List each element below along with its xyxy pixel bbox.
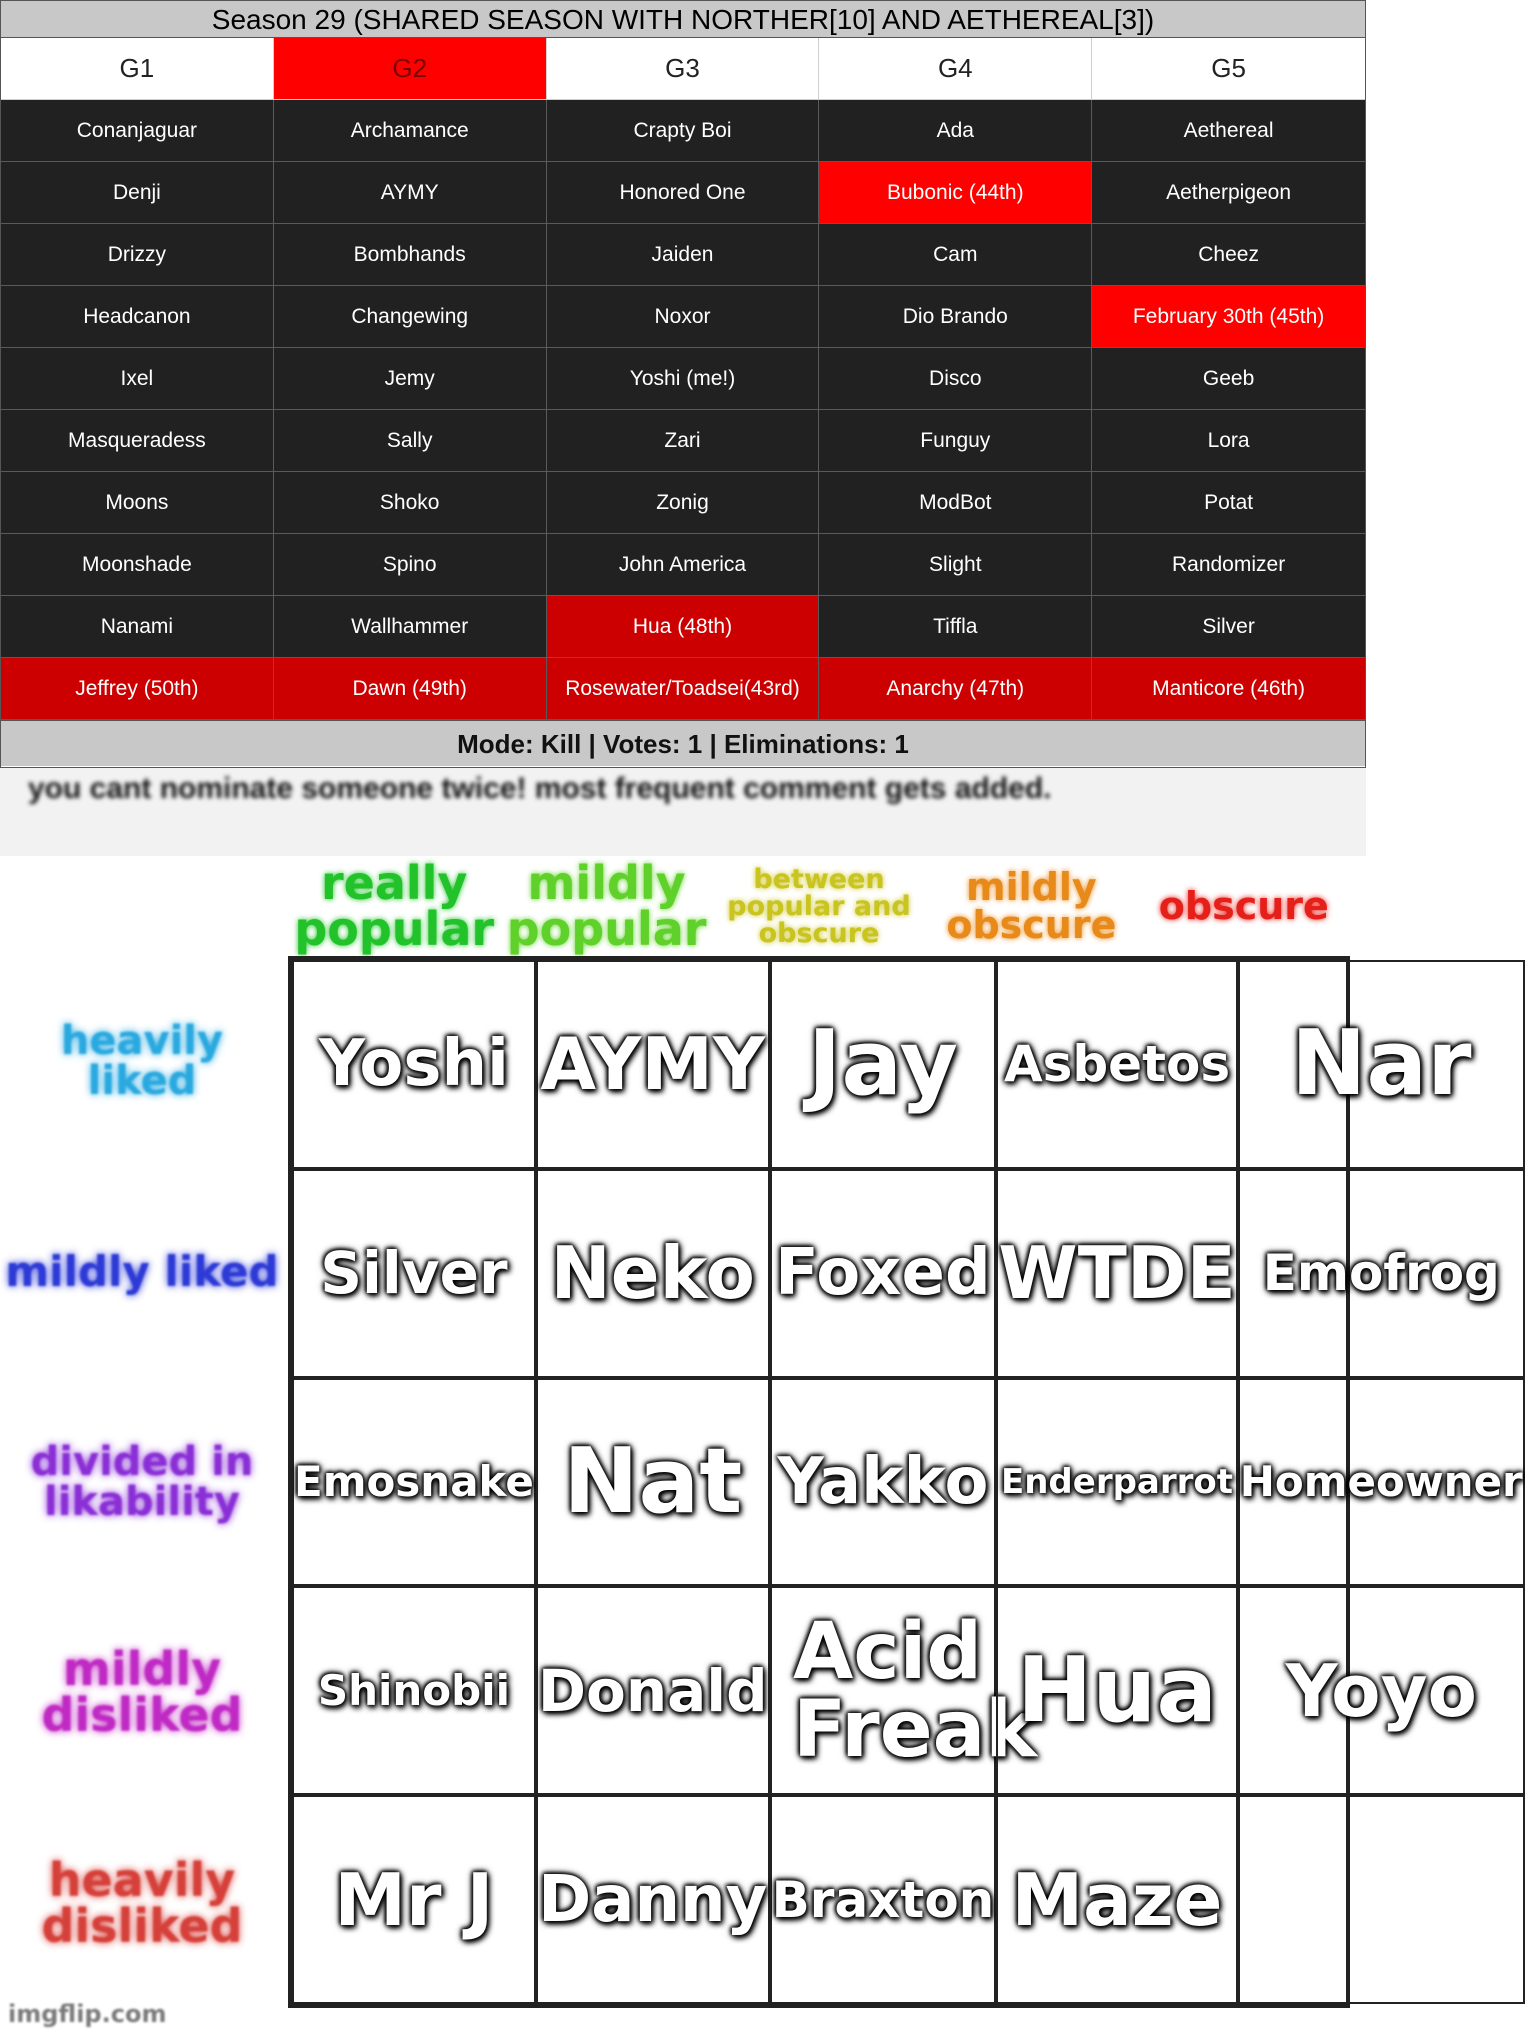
contestant-cell: Dio Brando [819,286,1092,348]
tier-cell [292,960,536,1169]
tier-row-label: mildly disliked [41,1642,243,1743]
contestant-cell: Ada [819,100,1092,162]
tier-entry-name: Neko [550,1231,756,1316]
season-footer: Mode: Kill | Votes: 1 | Eliminations: 1 [1,720,1365,766]
tier-entry-name: Nar [1291,1011,1472,1117]
contestant-cell: John America [547,534,820,596]
tier-column-label: obscure [1158,884,1329,928]
contestant-cell: Silver [1092,596,1365,658]
tier-entry-name: Hua [1016,1637,1218,1743]
tier-cell [770,960,997,1169]
tier-entry-name: Yoyo [1285,1648,1477,1733]
contestant-cell: Ixel [1,348,274,410]
tier-column-label: mildly obscure [946,865,1117,947]
tier-cell [292,1169,536,1378]
contestant-cell: Jemy [274,348,547,410]
contestant-cell: Cheez [1092,224,1365,286]
contestant-cell: Yoshi (me!) [547,348,820,410]
contestant-cell: ModBot [819,472,1092,534]
tier-cell [770,1795,997,2004]
tier-row-label: heavily liked [60,1018,224,1105]
rules-note-text: you cant nominate someone twice! most frequent comment gets added. [28,772,1052,805]
contestant-cell: Moonshade [1,534,274,596]
tier-row-label: mildly liked [5,1246,279,1296]
tier-entry-name: Yoshi [318,1027,509,1102]
tier-entry-name: Jay [807,1011,959,1117]
contestant-cell: Changewing [274,286,547,348]
tier-entry-name: Homeowner [1239,1456,1523,1506]
tier-entry-name: Donald [537,1656,768,1725]
tier-row-label: heavily disliked [41,1852,243,1953]
tier-column-label: mildly popular [506,856,707,956]
contestant-cell: Moons [1,472,274,534]
tier-entry-name: Maze [1011,1857,1223,1942]
contestant-cell: Conanjaguar [1,100,274,162]
tier-cell [996,1586,1237,1795]
tier-entry-name: Emosnake [294,1456,534,1506]
contestant-cell: Dawn (49th) [274,658,547,720]
tier-cell [536,1378,770,1587]
tier-cell [536,1169,770,1378]
contestant-cell: Zonig [547,472,820,534]
contestant-cell: Manticore (46th) [1092,658,1365,720]
tier-entry-name: Asbetos [1003,1035,1231,1094]
contestant-cell: Shoko [274,472,547,534]
contestant-cell: Spino [274,534,547,596]
contestant-cell: Lora [1092,410,1365,472]
tier-entry-name: Acid Freak [792,1606,1038,1775]
tier-cell [770,1169,997,1378]
group-header: G1 [1,38,274,100]
season-table [0,0,1366,768]
tier-entry-name: Enderparrot [1001,1461,1234,1502]
contestant-cell: Anarchy (47th) [819,658,1092,720]
rules-note [0,768,1366,856]
tier-cell [770,1586,1038,1795]
contestant-cell: Zari [547,410,820,472]
contestant-cell: Honored One [547,162,820,224]
contestant-cell: Masqueradess [1,410,274,472]
group-header: G4 [819,38,1092,100]
contestant-cell: Randomizer [1092,534,1365,596]
tier-cell [996,1795,1237,2004]
tier-chart [0,856,1523,2038]
contestant-cell: Aethereal [1092,100,1365,162]
contestant-cell: Jaiden [547,224,820,286]
contestant-cell: Jeffrey (50th) [1,658,274,720]
contestant-cell: Wallhammer [274,596,547,658]
tier-cell [1238,1378,1525,1587]
tier-cell [292,1795,536,2004]
tier-entry-name: Mr J [334,1857,494,1942]
tier-cell [996,960,1237,1169]
tier-entry-name: Yakko [777,1444,989,1519]
tier-cell [996,1169,1237,1378]
contestant-cell: Slight [819,534,1092,596]
contestant-cell: Disco [819,348,1092,410]
tier-entry-name: AYMY [540,1022,766,1107]
contestant-cell: Geeb [1092,348,1365,410]
tier-entry-name: Braxton [771,1870,995,1929]
contestant-cell: Cam [819,224,1092,286]
contestant-cell: Noxor [547,286,820,348]
tier-cell [292,1378,536,1587]
tier-cell [536,1795,770,2004]
group-header: G3 [547,38,820,100]
contestant-cell: Headcanon [1,286,274,348]
tier-cell [536,960,770,1169]
tier-entry-name: Foxed [775,1236,991,1311]
contestant-cell: Bubonic (44th) [819,162,1092,224]
contestant-cell: Hua (48th) [547,596,820,658]
tier-cell [1238,960,1525,1169]
contestant-cell: Aetherpigeon [1092,162,1365,224]
contestant-cell: Funguy [819,410,1092,472]
contestant-cell: Archamance [274,100,547,162]
contestant-cell: Drizzy [1,224,274,286]
contestant-cell: Tiffla [819,596,1092,658]
tier-cell [1238,1795,1525,2004]
group-header: G5 [1092,38,1365,100]
tier-cell [536,1586,770,1795]
contestant-cell: Bombhands [274,224,547,286]
contestant-cell: AYMY [274,162,547,224]
contestant-cell: February 30th (45th) [1092,286,1365,348]
contestant-cell: Potat [1092,472,1365,534]
tier-cell [770,1378,997,1587]
tier-cell [292,1586,536,1795]
tier-entry-name: Danny [538,1862,768,1937]
group-header: G2 [274,38,547,100]
contestant-cell: Crapty Boi [547,100,820,162]
season-grid [1,38,1365,720]
tier-entry-name: Shinobii [317,1665,510,1715]
imgflip-watermark: imgflip.com [8,2000,167,2028]
tier-cell [1238,1586,1525,1795]
tier-entry-name: Nat [563,1428,743,1534]
tier-entry-name: Emofrog [1262,1244,1500,1303]
tier-column-label: between popular and obscure [727,863,911,949]
tier-column-label: really popular [294,856,495,956]
tier-entry-name: Silver [320,1239,508,1308]
tier-row-label: divided in likability [30,1438,254,1525]
contestant-cell: Rosewater/Toadsei(43rd) [547,658,820,720]
season-title: Season 29 (SHARED SEASON WITH NORTHER[10] AND AETHEREAL[3]) [1,1,1365,38]
tier-entry-name: WTDE [998,1231,1236,1316]
contestant-cell: Denji [1,162,274,224]
tier-cell [1238,1169,1525,1378]
contestant-cell: Sally [274,410,547,472]
contestant-cell: Nanami [1,596,274,658]
tier-grid [288,956,1523,2008]
tier-cell [996,1378,1237,1587]
